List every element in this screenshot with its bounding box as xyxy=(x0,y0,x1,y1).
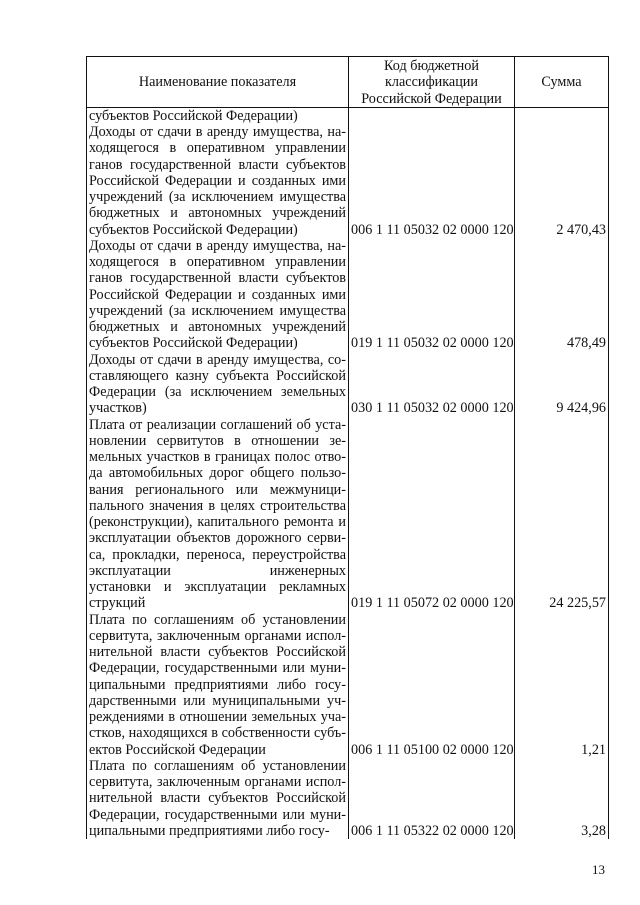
table-header xyxy=(87,57,609,108)
indicator-name-line: ципальными предприятиями либо госу- xyxy=(89,676,346,693)
budget-code-cell xyxy=(349,417,515,612)
indicator-name-cell xyxy=(87,758,349,839)
indicator-name-line: стков, находящихся в собственности субъ- xyxy=(89,725,346,742)
table-row xyxy=(87,417,609,612)
sum-value: 1,21 xyxy=(581,741,606,758)
budget-code-cell xyxy=(349,124,515,238)
indicator-name-line: Плата от реализации соглашений об уста- xyxy=(89,416,346,433)
budget-code xyxy=(351,108,512,124)
header-budget-code xyxy=(349,57,515,108)
table-row xyxy=(87,124,609,238)
indicator-name-line: ставляющего казну субъекта Российской xyxy=(89,367,346,384)
sum-value: 478,49 xyxy=(566,335,606,352)
budget-revenue-table xyxy=(86,56,609,839)
indicator-name-line: струкций xyxy=(89,595,146,612)
indicator-name-line: ганов государственной власти субъектов xyxy=(89,270,346,287)
indicator-name-line: да автомобильных дорог общего пользо- xyxy=(89,465,346,482)
indicator-name-cell xyxy=(87,124,349,238)
budget-code: 006 1 11 05322 02 0000 120 xyxy=(351,822,514,839)
sum-cell xyxy=(515,107,609,124)
indicator-name-line: Доходы от сдачи в аренду имущества, на- xyxy=(89,237,346,254)
indicator-name-line: участков) xyxy=(89,400,147,417)
indicator-name-line: новлении сервитутов в отношении зе- xyxy=(89,432,346,449)
indicator-name-line: Российской Федерации и созданных ими xyxy=(89,172,346,189)
indicator-name-cell xyxy=(87,352,349,417)
indicator-name-line: Федерации (за исключением земельных xyxy=(89,384,346,400)
indicator-name-line: эксплуатации объектов дорожного серви- xyxy=(89,530,346,547)
indicator-name-line: субъектов Российской Федерации) xyxy=(89,107,298,124)
indicator-name-line: учреждений (за исключением имущества xyxy=(89,189,346,205)
sum-cell xyxy=(515,352,609,417)
sum-value: 9 424,96 xyxy=(556,400,606,417)
indicator-name-cell xyxy=(87,612,349,758)
budget-code-cell xyxy=(349,352,515,417)
indicator-name-line: ходящегося в оперативном управлении xyxy=(89,140,346,157)
indicator-name-line: бюджетных и автономных учреждений xyxy=(89,319,346,335)
indicator-name-line: Российской Федерации и созданных ими xyxy=(89,286,346,303)
indicator-name-line: ципальными предприятиями либо госу- xyxy=(89,822,330,839)
budget-code-cell xyxy=(349,612,515,758)
indicator-name-line: бюджетных и автономных учреждений xyxy=(89,205,346,222)
budget-code-cell xyxy=(349,107,515,124)
indicator-name-line: дарственными или муниципальными уч- xyxy=(89,692,346,709)
indicator-name-line: эксплуатации инженерных xyxy=(89,562,346,579)
header-code-line: Российской Федерации xyxy=(361,90,502,107)
sum-cell xyxy=(515,758,609,839)
sum-cell xyxy=(515,417,609,612)
indicator-name-line: вания регионального или межмуници- xyxy=(89,481,346,498)
indicator-name-line: ходящегося в оперативном управлении xyxy=(89,254,346,270)
indicator-name-line: Федерации, государственными или муни- xyxy=(89,660,346,677)
indicator-name-line: субъектов Российской Федерации) xyxy=(89,335,298,352)
table-body xyxy=(87,107,609,839)
indicator-name-cell xyxy=(87,417,349,612)
indicator-name-line: (реконструкции), капитального ремонта и xyxy=(89,514,346,530)
indicator-name-line: нительной власти субъектов Российской xyxy=(89,644,346,660)
budget-code: 006 1 11 05100 02 0000 120 xyxy=(351,741,514,758)
budget-code: 019 1 11 05072 02 0000 120 xyxy=(351,595,514,612)
indicator-name-line: Плата по соглашениям об установлении xyxy=(89,611,346,628)
header-code-line: классификации xyxy=(385,74,478,91)
indicator-name-line: Плата по соглашениям об установлении xyxy=(89,757,346,774)
indicator-name-line: установки и эксплуатации рекламных xyxy=(89,579,346,595)
indicator-name-line: са, прокладки, переноса, переустройства xyxy=(89,546,346,563)
indicator-name-line: пального значения в целях строительства xyxy=(89,497,346,514)
budget-code: 030 1 11 05032 02 0000 120 xyxy=(351,400,514,417)
header-code-line: Код бюджетной xyxy=(384,58,479,74)
sum-value xyxy=(517,108,606,124)
page-number: 13 xyxy=(592,862,605,877)
indicator-name-line: сервитута, заключенным органами испол- xyxy=(89,774,346,790)
indicator-name-line: учреждений (за исключением имущества xyxy=(89,302,346,319)
budget-code-cell xyxy=(349,758,515,839)
indicator-name-line: реждениями в отношении земельных уча- xyxy=(89,709,346,725)
budget-code: 019 1 11 05032 02 0000 120 xyxy=(351,335,514,352)
indicator-name-cell xyxy=(87,238,349,352)
indicator-name-line: ганов государственной власти субъектов xyxy=(89,156,346,173)
indicator-name-line: сервитута, заключенным органами испол- xyxy=(89,627,346,644)
indicator-name-line: Доходы от сдачи в аренду имущества, со- xyxy=(89,351,346,368)
indicator-name-line: Доходы от сдачи в аренду имущества, на- xyxy=(89,124,346,140)
indicator-name-line: субъектов Российской Федерации) xyxy=(89,221,298,238)
indicator-name-line: ектов Российской Федерации xyxy=(89,741,266,758)
header-indicator-name: Наименование показателя xyxy=(87,57,349,108)
table-row xyxy=(87,107,609,124)
indicator-name-line: Федерации, государственными или муни- xyxy=(89,806,346,823)
sum-cell xyxy=(515,612,609,758)
budget-code: 006 1 11 05032 02 0000 120 xyxy=(351,221,514,238)
budget-code-cell xyxy=(349,238,515,352)
sum-cell xyxy=(515,238,609,352)
table-row xyxy=(87,758,609,839)
indicator-name-line: нительной власти субъектов Российской xyxy=(89,790,346,807)
indicator-name-cell xyxy=(87,107,349,124)
table-row xyxy=(87,352,609,417)
header-sum: Сумма xyxy=(515,57,609,108)
sum-value: 2 470,43 xyxy=(556,221,606,238)
table-row xyxy=(87,238,609,352)
indicator-name-line: мельных участков в границах полос отво- xyxy=(89,449,346,465)
sum-cell xyxy=(515,124,609,238)
table-row xyxy=(87,612,609,758)
sum-value: 24 225,57 xyxy=(549,595,606,612)
sum-value: 3,28 xyxy=(581,822,606,839)
